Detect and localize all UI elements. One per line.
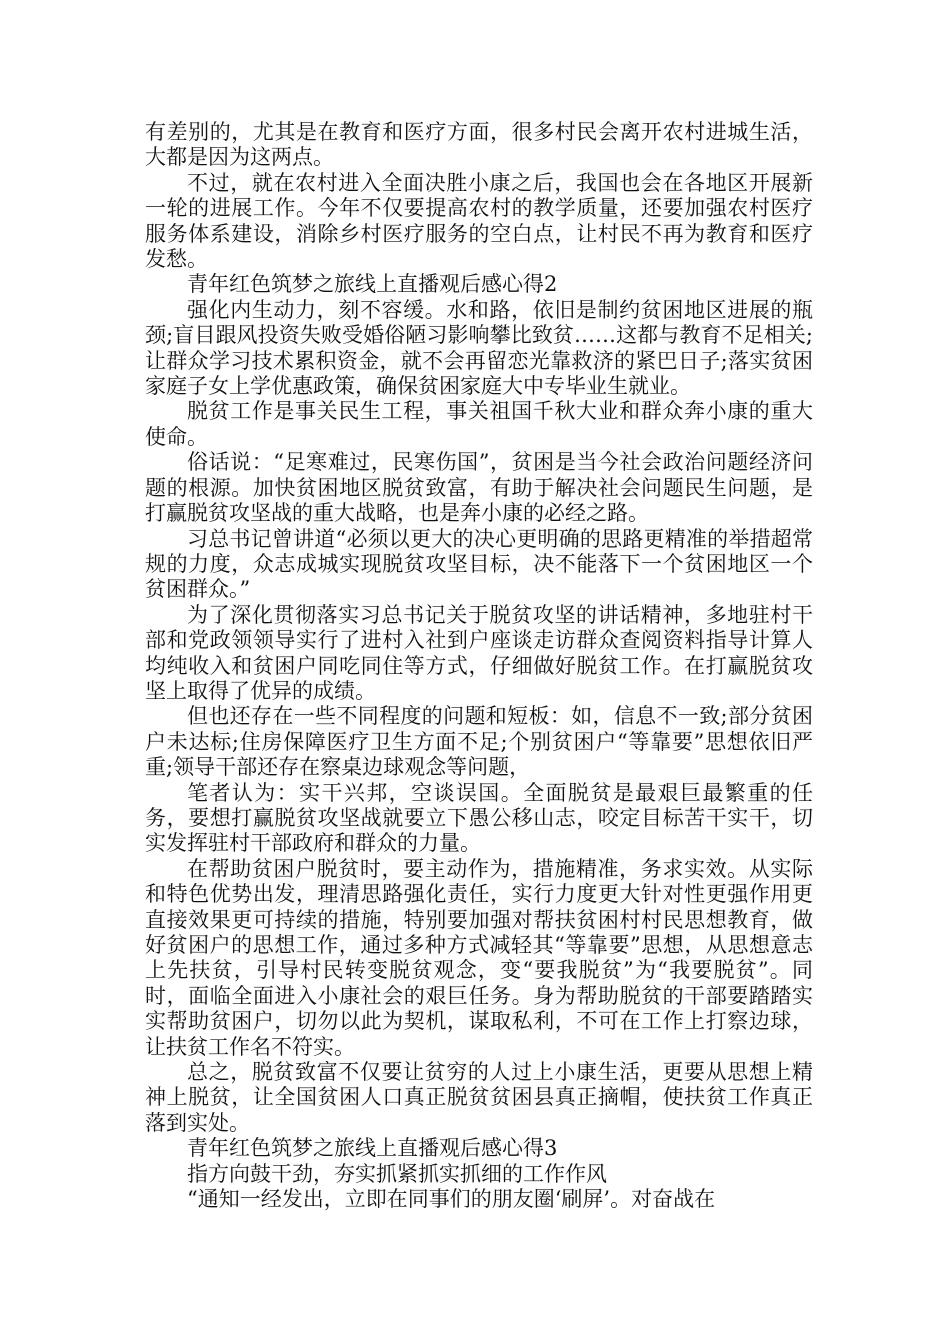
section-heading: 青年红色筑梦之旅线上直播观后感心得3 — [187, 1136, 558, 1161]
paragraph: 脱贫工作是事关民生工程，事关祖国千秋大业和群众奔小康的重大使命。 — [145, 399, 813, 449]
paragraph: 为了深化贯彻落实习总书记关于脱贫攻坚的讲话精神，多地驻村干部和党政领领导实行了进村入社到户座谈走访群众查阅资料指导计算人均纯收入和贫困户同吃同住等方式，仔细做好脱贫工作。在打赢脱贫攻坚上取得了优异的成绩。 — [145, 602, 813, 703]
section-heading: 青年红色筑梦之旅线上直播观后感心得2 — [187, 272, 558, 297]
paragraph: 有差别的，尤其是在教育和医疗方面，很多村民会离开农村进城生活，大都是因为这两点。 — [145, 120, 813, 170]
paragraph: 但也还存在一些不同程度的问题和短板：如，信息不一致;部分贫困户未达标;住房保障医疗卫生方面不足;个别贫困户“等靠要”思想依旧严重;领导干部还存在察桌边球观念等问题， — [145, 704, 813, 780]
paragraph: “通知一经发出，立即在同事们的朋友圈‘刷屏’。对奋战在 — [187, 1187, 716, 1212]
paragraph: 笔者认为：实干兴邦，空谈误国。全面脱贫是最艰巨最繁重的任务，要想打赢脱贫攻坚战就要立下愚公移山志，咬定目标苦干实干，切实发挥驻村干部政府和群众的力量。 — [145, 780, 813, 856]
paragraph: 习总书记曾讲道“必须以更大的决心更明确的思路更精准的举措超常规的力度，众志成城实现脱贫攻坚目标，决不能落下一个贫困地区一个贫困群众。” — [145, 526, 813, 602]
paragraph: 强化内生动力，刻不容缓。水和路，依旧是制约贫困地区进展的瓶颈;盲目跟风投资失败受婚俗陋习影响攀比致贫……这都与教育不足相关;让群众学习技术累积资金，就不会再留恋光靠救济的紧巴日子;落实贫困家庭子女上学优惠政策，确保贫困家庭大中专毕业生就业。 — [145, 297, 813, 399]
paragraph: 在帮助贫困户脱贫时，要主动作为，措施精准，务求实效。从实际和特色优势出发，理清思路强化责任，实行力度更大针对性更强作用更直接效果更可持续的措施，特别要加强对帮扶贫困村村民思想教育，做好贫困户的思想工作，通过多种方式减轻其“等靠要”思想，从思想意志上先扶贫，引导村民转变脱贫观念，变“要我脱贫”为“我要脱贫”。同时，面临全面进入小康社会的艰巨任务。身为帮助脱贫的干部要踏踏实实帮助贫困户，切勿以此为契机，谋取私利，不可在工作上打察边球，让扶贫工作名不符实。 — [145, 856, 813, 1059]
paragraph: 俗话说：“足寒难过，民寒伤国”，贫困是当今社会政治问题经济问题的根源。加快贫困地区脱贫致富，有助于解决社会问题民生问题，是打赢脱贫攻坚战的重大战略，也是奔小康的必经之路。 — [145, 450, 813, 526]
paragraph: 指方向鼓干劲，夯实抓紧抓实抓细的工作作风 — [187, 1161, 607, 1186]
paragraph: 总之，脱贫致富不仅要让贫穷的人过上小康生活，更要从思想上精神上脱贫，让全国贫困人口真正脱贫贫困县真正摘帽，使扶贫工作真正落到实处。 — [145, 1060, 813, 1135]
document-page — [145, 120, 813, 1212]
paragraph: 不过，就在农村进入全面决胜小康之后，我国也会在各地区开展新一轮的进展工作。今年不仅要提高农村的教学质量，还要加强农村医疗服务体系建设，消除乡村医疗服务的空白点，让村民不再为教育和医疗发愁。 — [145, 170, 813, 272]
